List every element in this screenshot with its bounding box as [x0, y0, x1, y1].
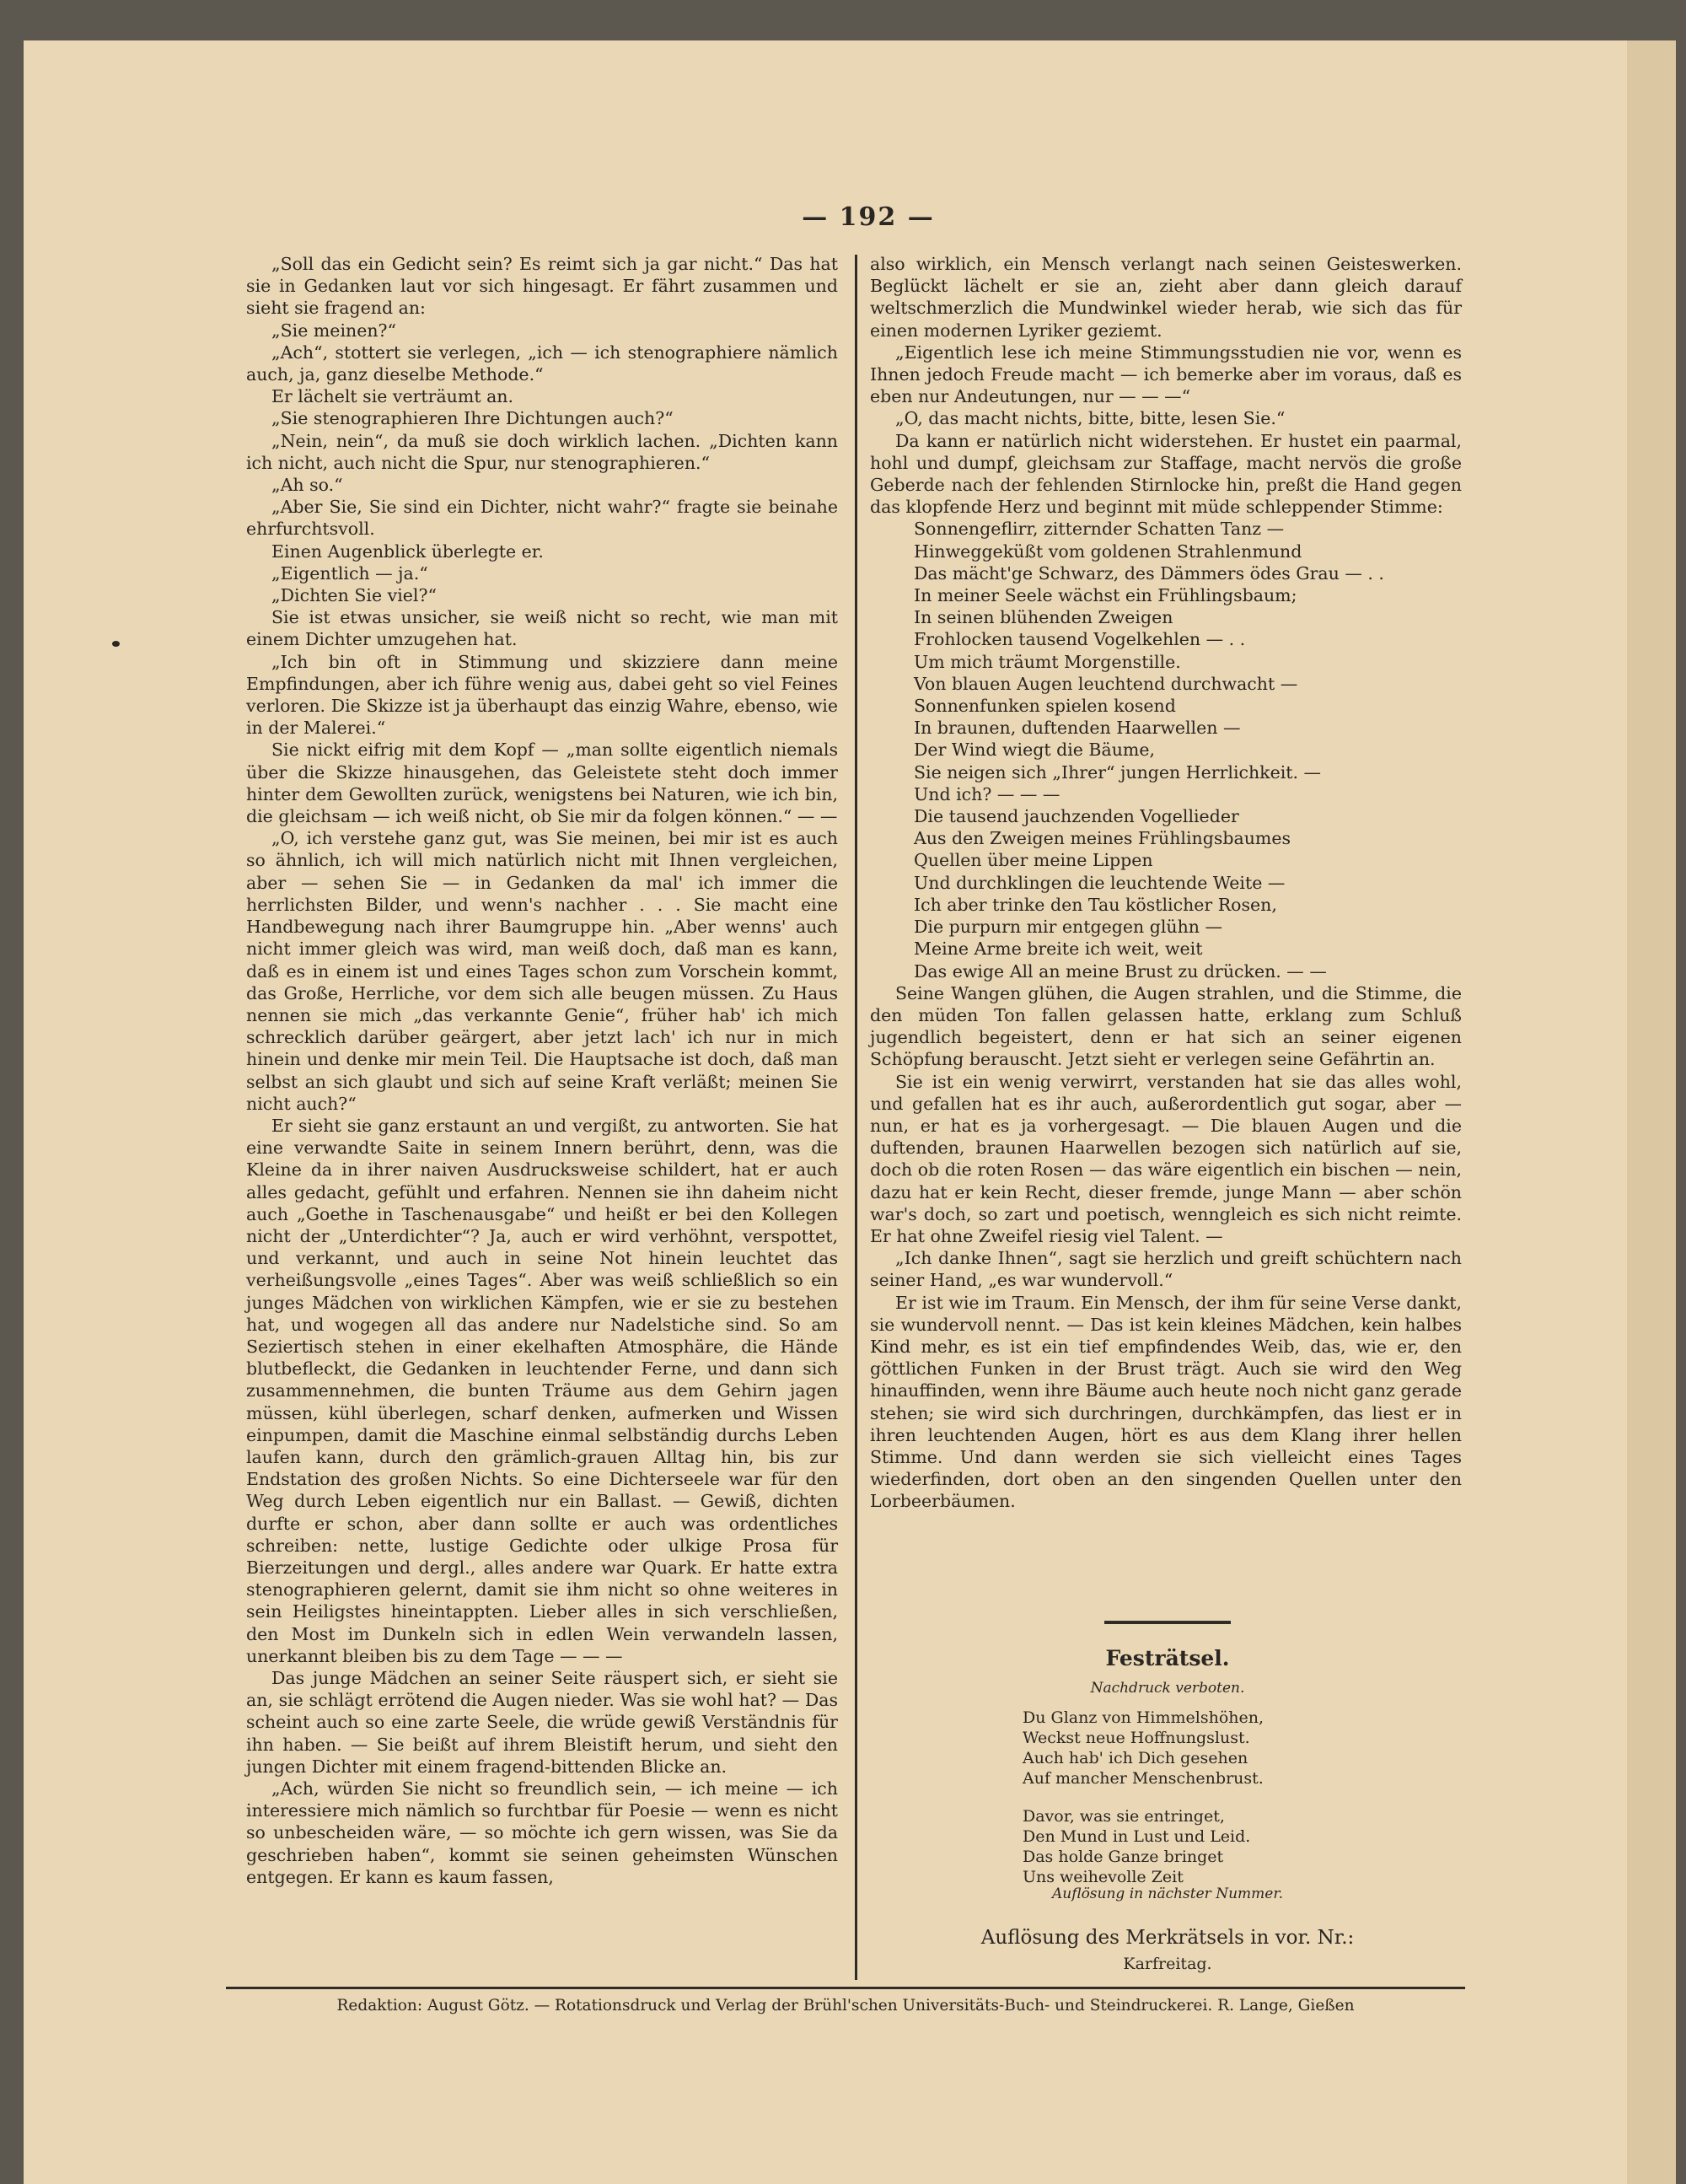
- paragraph: Seine Wangen glühen, die Augen strahlen, und die Stimme, die den müden Ton fallen gelassen hatte, erklang zum Schluß jugendlich begeistert, denn er hat sich an seiner eigenen Schöpfung berauscht. Jetzt sieht er verlegen seine Gefährtin an.: [870, 982, 1462, 1070]
- paragraph: Sie ist etwas unsicher, sie weiß nicht so recht, wie man mit einem Dichter umzugehen hat.: [246, 607, 838, 650]
- poem-line: Aus den Zweigen meines Frühlingsbaumes: [914, 828, 1291, 849]
- footer-rule: [226, 1987, 1465, 1989]
- poem-line: Sonnengeflirr, zitternder Schatten Tanz —: [914, 519, 1285, 540]
- paragraph: Er lächelt sie verträumt an.: [271, 386, 514, 407]
- paragraph: Das junge Mädchen an seiner Seite räuspert sich, er sieht sie an, sie schlägt errötend die Augen nieder. Was sie wohl hat? — Das scheint auch so eine zarte Seele, die wrüde gewiß Verständnis für ihn haben. — Sie beißt auf ihrem Bleistift herum, und sieht den jungen Dichter mit einem fragend-bittenden Blicke an.: [246, 1668, 838, 1777]
- paragraph: „Ach, würden Sie nicht so freundlich sein, — ich meine — ich interessiere mich nämlich so furchtbar für Poesie — wenn es nicht so unbescheiden wäre, — so möchte ich gern wissen, was Sie da geschrieben haben“, kommt sie seinen geheimsten Wünschen entgegen. Er kann es kaum fassen,: [246, 1778, 838, 1887]
- verse-line: Den Mund in Lust und Leid.: [1023, 1827, 1251, 1846]
- poem-line: Und durchklingen die leuchtende Weite —: [914, 872, 1286, 893]
- puzzle-verse: [1023, 1806, 1343, 1887]
- previous-solution-answer: Karfreitag.: [1123, 1955, 1212, 1973]
- solution-hint: Auflösung in nächster Nummer.: [1052, 1885, 1283, 1902]
- poem-line: Das ewige All an meine Brust zu drücken. — —: [914, 960, 1327, 982]
- verse-line: Das holde Ganze bringet: [1023, 1848, 1224, 1866]
- poem-line: In braunen, duftenden Haarwellen —: [914, 718, 1241, 739]
- puzzle-verse: [1023, 1708, 1343, 1789]
- poem-line: In seinen blühenden Zweigen: [914, 607, 1173, 628]
- paragraph: Da kann er natürlich nicht widerstehen. Er hustet ein paarmal, hohl und dumpf, gleichsam zur Staffage, macht nervös die große Geberde nach der fehlenden Stirnlocke hin, preßt die Hand gegen das klopfende Herz und beginnt mit müde schleppender Stimme:: [870, 430, 1462, 518]
- paragraph: „Eigentlich lese ich meine Stimmungsstudien nie vor, wenn es Ihnen jedoch Freude macht — ich bemerke aber im voraus, daß es eben nur Andeutungen, nur — — —“: [870, 342, 1462, 407]
- verse-line: Auch hab' ich Dich gesehen: [1023, 1749, 1248, 1767]
- reprint-notice: Nachdruck verboten.: [1090, 1680, 1245, 1697]
- column-divider: [855, 255, 857, 1980]
- poem: [870, 518, 1462, 982]
- verse-line: Davor, was sie entringet,: [1023, 1807, 1225, 1826]
- paragraph: Sie nickt eifrig mit dem Kopf — „man sollte eigentlich niemals über die Skizze hinausgehen, das Geleistete steht doch immer hinter dem Gewollten zurück, wenigstens bei Naturen, wie ich bin, die gleichsam — ich weiß nicht, ob Sie mir da folgen können.“ — —: [246, 740, 838, 827]
- paragraph: „Ah so.“: [271, 475, 343, 496]
- paragraph: Er sieht sie ganz erstaunt an und vergißt, zu antworten. Sie hat eine verwandte Saite in seinem Innern berührt, denn, was die Kleine da in ihrer naiven Ausdrucksweise schildert, hat er auch alles gedacht, gefühlt und erfahren. Nennen sie ihn daheim nicht auch „Goethe in Taschenausgabe“ und heißt er bei den Kollegen nicht der „Unterdichter“? Ja, auch er wird verhöhnt, verspottet, und verkannt, und auch in seine Not hinein leuchtet das verheißungsvolle „eines Tages“. Aber was weiß schließlich so ein junges Mädchen von wirklichen Kämpfen, wie er sie zu bestehen hat, und wogegen all das andere nur Nadelstiche sind. So am Seziertisch stehen in einer ekelhaften Atmosphäre, die Hände blutbefleckt, die Gedanken in leuchtender Ferne, und dann sich zusammennehmen, die bunten Träume aus dem Gehirn jagen müssen, kühl überlegen, scharf denken, aufmerken und Wissen einpumpen, damit die Maschine einmal selbständig durchs Leben laufen kann, durch den grämlich-grauen Alltag hin, bis zur Endstation des großen Nichts. So eine Dichterseele war für den Weg durch Leben eigentlich nur ein Ballast. — Gewiß, dichten durfte er schon, aber dann sollte er auch was ordentliches schreiben: nette, lustige Gedichte oder ulkige Prosa für Bierzeitungen und dergl., alles andere war Quark. Er hatte extra stenographieren gelernt, damit sie ihm nicht so ohne weiteres in sein Heiligstes hineintappten. Lieber alles in sich verschließen, den Most im Dunkeln sich in edlen Wein verwandeln lassen, unerkannt bleiben bis zu dem Tage — — —: [246, 1115, 838, 1666]
- paragraph: „Nein, nein“, da muß sie doch wirklich lachen. „Dichten kann ich nicht, auch nicht die Spur, nur stenographieren.“: [246, 430, 838, 473]
- poem-line: Der Wind wiegt die Bäume,: [914, 740, 1156, 761]
- paragraph: „Sie meinen?“: [271, 320, 397, 341]
- verse-line: Du Glanz von Himmelshöhen,: [1023, 1708, 1264, 1727]
- poem-line: Sie neigen sich „Ihrer“ jungen Herrlichkeit. —: [914, 761, 1322, 783]
- page-edge: [1627, 40, 1676, 2184]
- paragraph: „Sie stenographieren Ihre Dichtungen auch?“: [271, 408, 674, 429]
- verse-line: Auf mancher Menschenbrust.: [1023, 1769, 1264, 1788]
- paragraph: „Dichten Sie viel?“: [271, 585, 437, 606]
- poem-line: Das mächt'ge Schwarz, des Dämmers ödes Grau — . .: [914, 562, 1384, 584]
- poem-line: Ich aber trinke den Tau köstlicher Rosen,: [914, 894, 1277, 915]
- paragraph: „O, ich verstehe ganz gut, was Sie meinen, bei mir ist es auch so ähnlich, ich will mich natürlich nicht mit Ihnen vergleichen, aber — sehen Sie — in Gedanken da mal' ich immer die herrlichsten Bilder, und wenn's nachher . . . Sie macht eine Handbewegung nach ihrer Baumgruppe hin. „Aber wenns' auch nicht immer gleich was wird, man weiß doch, daß man es kann, daß es in einem ist und eines Tages schon zum Vorschein kommt, das Große, Herrliche, vor dem sich alle beugen müssen. Zu Haus nennen sie mich „das verkannte Genie“, früher hab' ich mich schrecklich darüber geärgert, aber jetzt lach' ich nur in mich hinein und denke mir mein Teil. Die Hauptsache ist doch, daß man selbst an sich glaubt und sich auf seine Kraft verläßt; meinen Sie nicht auch?“: [246, 828, 838, 1114]
- paragraph: also wirklich, ein Mensch verlangt nach seinen Geisteswerken. Beglückt lächelt er sie an, zieht aber dann gleich darauf weltschmerzlich die Mundwinkel wieder herab, wie sich das für einen modernen Lyriker geziemt.: [870, 254, 1462, 341]
- section-rule: [1104, 1621, 1231, 1624]
- paragraph: „Eigentlich — ja.“: [271, 562, 428, 584]
- ink-spot: [112, 641, 120, 647]
- poem-line: Die tausend jauchzenden Vogellieder: [914, 806, 1239, 827]
- left-column: [246, 253, 838, 1888]
- puzzle-title: Festrätsel.: [1105, 1646, 1230, 1670]
- poem-line: Frohlocken tausend Vogelkehlen — . .: [914, 629, 1246, 650]
- paragraph: „Ich bin oft in Stimmung und skizziere dann meine Empfindungen, aber ich führe wenig aus, dabei geht so viel Feines verloren. Die Skizze ist ja überhaupt das einzig Wahre, ebenso, wie in der Malerei.“: [246, 651, 838, 739]
- verse-line: Uns weihevolle Zeit: [1023, 1868, 1184, 1886]
- poem-line: Um mich träumt Morgenstille.: [914, 651, 1181, 672]
- poem-line: Die purpurn mir entgegen glühn —: [914, 917, 1223, 938]
- previous-solution-heading: Auflösung des Merkrätsels in vor. Nr.:: [980, 1927, 1355, 1949]
- poem-line: Und ich? — — —: [914, 783, 1060, 804]
- paragraph: Einen Augenblick überlegte er.: [271, 541, 544, 562]
- verse-line: Weckst neue Hoffnungslust.: [1023, 1729, 1250, 1747]
- paragraph: „O, das macht nichts, bitte, bitte, lesen Sie.“: [895, 408, 1286, 429]
- paragraph: Sie ist ein wenig verwirrt, verstanden hat sie das alles wohl, und gefallen hat es ihr auch, außerordentlich gut sogar, aber — nun, er hat es ja vorhergesagt. — Die blauen Augen und die duftenden, braunen Haarwellen bezogen sich natürlich auf sie, doch ob die roten Rosen — das wäre eigentlich ein bischen — nein, dazu hat er kein Recht, dieser fremde, junge Mann — aber schön war's doch, so zart und poetisch, wenngleich es sich nicht reimte. Er hat ohne Zweifel riesig viel Talent. —: [870, 1071, 1462, 1246]
- paragraph: „Ich danke Ihnen“, sagt sie herzlich und greift schüchtern nach seiner Hand, „es war wundervoll.“: [870, 1248, 1462, 1291]
- paragraph: „Aber Sie, Sie sind ein Dichter, nicht wahr?“ fragte sie beinahe ehrfurchtsvoll.: [246, 497, 838, 540]
- paragraph: „Soll das ein Gedicht sein? Es reimt sich ja gar nicht.“ Das hat sie in Gedanken laut vor sich hingesagt. Er fährt zusammen und sieht sie fragend an:: [246, 254, 838, 319]
- poem-line: Quellen über meine Lippen: [914, 850, 1153, 871]
- right-column: [870, 253, 1462, 1513]
- poem-line: In meiner Seele wächst ein Frühlingsbaum;: [914, 585, 1297, 606]
- paragraph: Er ist wie im Traum. Ein Mensch, der ihm für seine Verse dankt, sie wundervoll nennt. — Das ist kein kleines Mädchen, kein halbes Kind mehr, es ist ein tief empfindendes Weib, das, wie er, den göttlichen Funken in der Brust trägt. Auch sie wird den Weg hinauffinden, wenn ihre Bäume auch heute noch nicht ganz gerade stehen; sie wird sich durchringen, durchkämpfen, das liest er in ihren leuchtenden Augen, hört es aus dem Klang ihrer hellen Stimme. Und dann werden sie sich vielleicht eines Tages wiederfinden, dort oben an den singenden Quellen unter den Lorbeerbäumen.: [870, 1292, 1462, 1512]
- footer-imprint: Redaktion: August Götz. — Rotationsdruck und Verlag der Brühl'schen Universitäts-Buch- und Steindruckerei. R. Lange, Gießen: [336, 1997, 1355, 2015]
- page-number: — 192 —: [802, 202, 935, 232]
- poem-line: Von blauen Augen leuchtend durchwacht —: [914, 673, 1298, 694]
- poem-line: Hinweggeküßt vom goldenen Strahlenmund: [914, 541, 1302, 562]
- poem-line: Sonnenfunken spielen kosend: [914, 696, 1176, 717]
- paragraph: „Ach“, stottert sie verlegen, „ich — ich stenographiere nämlich auch, ja, ganz dieselbe Methode.“: [246, 342, 838, 385]
- poem-line: Meine Arme breite ich weit, weit: [914, 939, 1203, 960]
